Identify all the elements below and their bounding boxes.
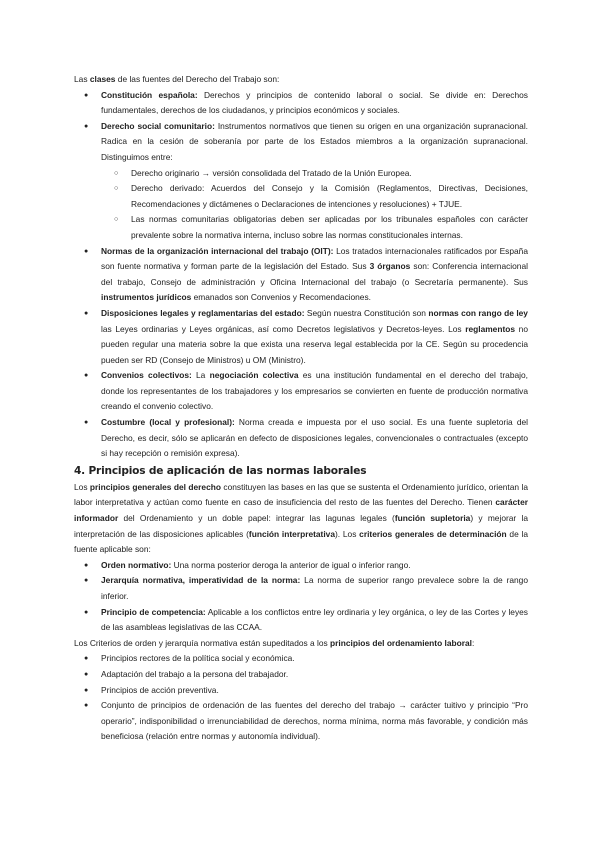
document-body bbox=[74, 72, 528, 745]
item-title: Constitución española: bbox=[101, 89, 198, 100]
item-text: La bbox=[191, 370, 210, 381]
item-title: Convenios colectivos: bbox=[101, 370, 192, 381]
item-bold: negociación colectiva bbox=[209, 370, 299, 381]
para-bold: carácter informador bbox=[74, 497, 528, 524]
para-text: ). Los bbox=[335, 528, 360, 539]
intro-paragraph bbox=[74, 72, 528, 88]
item-title: Orden normativo: bbox=[101, 559, 172, 570]
item-bold: reglamentos bbox=[465, 323, 516, 334]
item-text: La norma de superior rango prevalece sobre la de rango inferior. bbox=[101, 575, 528, 601]
sub-item: ○ Las normas comunitarias obligatorias deben ser aplicadas por los tribunales españoles con carácter prevalente sobre la normativa interna, incluso sobre las normas constitucionales internas. bbox=[74, 212, 528, 243]
list-item: ● Conjunto de principios de ordenación de las fuentes del derecho del trabajo → carácter tuitivo y principio “Pro operario”, indisponibilidad o irrenunciabilidad de derechos, norma mínima, norma más favorable, y condición más beneficiosa (relación entre normas y autonomía individual). bbox=[74, 698, 528, 745]
para-text: Los bbox=[74, 481, 90, 492]
item-text: Los tratados internacionales ratificados por España son fuente normativa y forman parte de la legislación del Estado. Sus bbox=[101, 245, 528, 272]
item-text: es una institución fundamental en el derecho del trabajo, donde los representantes de los trabajadores y los empresarios se convierten en fuente de producción normativa creando el convenio colectivo. bbox=[101, 370, 528, 412]
sub-item: ○ Derecho originario → versión consolidada del Tratado de la Unión Europea. bbox=[74, 166, 528, 182]
item-text: Instrumentos normativos que tienen su origen en una organización supranacional. Radica en la cesión de soberanía por parte de los Estados miembros a la organización supranacional. Distinguimos entre: bbox=[101, 120, 529, 162]
criteria-list bbox=[74, 558, 528, 636]
list-item: ● Principios de acción preventiva. bbox=[74, 683, 528, 699]
item-bold: normas con rango de ley bbox=[428, 307, 528, 318]
intro-text-end: de las fuentes del Derecho del Trabajo son: bbox=[115, 74, 280, 84]
item-bold: instrumentos jurídicos bbox=[101, 292, 192, 303]
sublist-comunitario bbox=[101, 166, 528, 244]
para-text: ) y mejorar la interpretación de las disposiciones aplicables ( bbox=[74, 513, 528, 539]
item-text: Según nuestra Constitución son bbox=[304, 307, 429, 318]
para-text: de la fuente aplicable son: bbox=[74, 528, 529, 555]
item-title: Normas de la organización internacional del trabajo (OIT): bbox=[101, 245, 334, 256]
intro-bold: clases bbox=[89, 74, 116, 84]
para-bold: principios generales del derecho bbox=[89, 481, 221, 492]
item-text: Derechos y principios de contenido laboral o social. Se divide en: Derechos fundamentales, derechos de los ciudadanos, y principios económicos y sociales. bbox=[101, 89, 528, 116]
list-item-costumbre bbox=[74, 415, 528, 462]
item-text: Aplicable a los conflictos entre ley ordinaria y ley orgánica, o ley de las Cortes y leyes de las asambleas legislativas de las CCAA. bbox=[101, 606, 528, 633]
item-title: Disposiciones legales y reglamentarias del estado: bbox=[101, 307, 305, 318]
list-item-jerarquia bbox=[74, 573, 528, 604]
para-text: del Ordenamiento y un doble papel: integrar las lagunas legales ( bbox=[118, 513, 395, 524]
para-text: Los Criterios de orden y jerarquía normativa están supeditados a los bbox=[74, 637, 331, 648]
para-bold: principios del ordenamiento laboral bbox=[330, 637, 472, 648]
intro-text: Las bbox=[74, 74, 90, 84]
list-item-disposiciones bbox=[74, 306, 528, 368]
item-text: son: Conferencia internacional del trabajo, Consejo de administración y Oficina Internacional del trabajo (o Secretaría permanente). Sus bbox=[101, 261, 528, 287]
item-text: las Leyes ordinarias y Leyes orgánicas, así como Decretos legislativos y Decretos-leyes. Los bbox=[101, 323, 466, 334]
item-title: Costumbre (local y profesional): bbox=[101, 417, 235, 428]
item-text: Norma creada e impuesta por el uso social. Es una fuente supletoria del Derecho, es decir, sólo se aplicarán en defecto de disposiciones legales, convencionales o contractuales (excepto si hay recepción o remisión expresa). bbox=[101, 417, 529, 459]
item-title: Principio de competencia: bbox=[101, 606, 206, 617]
para-bold: criterios generales de determinación bbox=[359, 528, 507, 539]
laboral-paragraph bbox=[74, 636, 528, 652]
list-item: ● Principios rectores de la política social y económica. bbox=[74, 651, 528, 667]
item-title: Derecho social comunitario: bbox=[101, 120, 215, 131]
sources-list bbox=[74, 88, 528, 462]
list-item-derecho-comunitario bbox=[74, 119, 528, 244]
list-item-convenios bbox=[74, 368, 528, 415]
para-bold: función supletoria bbox=[394, 513, 471, 524]
list-item-oit bbox=[74, 244, 528, 306]
para-text: constituyen las bases en las que se sustenta el Ordenamiento jurídico, orientan la labor interpretativa y actúan como fuente en caso de insuficiencia del resto de las fuentes del Derecho. Tienen bbox=[74, 481, 528, 508]
principles-list bbox=[74, 651, 528, 745]
section-heading: 4. Principios de aplicación de las normas laborales bbox=[74, 464, 367, 477]
para-bold: función interpretativa bbox=[248, 528, 335, 539]
list-item-orden-normativo bbox=[74, 558, 528, 574]
item-title: Jerarquía normativa, imperatividad de la norma: bbox=[101, 575, 301, 586]
item-text: no pueden regular una materia sobre la que exista una reserva legal establecida por la CE. Según su procedencia pueden ser RD (Consejo de Ministros) u OM (Ministro). bbox=[101, 323, 528, 365]
item-bold: 3 órganos bbox=[369, 261, 411, 272]
list-item-competencia bbox=[74, 605, 528, 636]
item-text: emanados son Convenios y Recomendaciones. bbox=[191, 292, 371, 303]
sub-item: ○ Derecho derivado: Acuerdos del Consejo y la Comisión (Reglamentos, Directivas, Decisiones, Recomendaciones y dictámenes o Declaraciones de intenciones y resoluciones) + TJUE. bbox=[74, 181, 528, 212]
para-text: : bbox=[471, 637, 475, 648]
principles-paragraph bbox=[74, 480, 528, 558]
item-text: Una norma posterior deroga la anterior de igual o inferior rango. bbox=[171, 559, 411, 570]
list-item: ● Adaptación del trabajo a la persona del trabajador. bbox=[74, 667, 528, 683]
list-item-constitucion bbox=[74, 88, 528, 119]
